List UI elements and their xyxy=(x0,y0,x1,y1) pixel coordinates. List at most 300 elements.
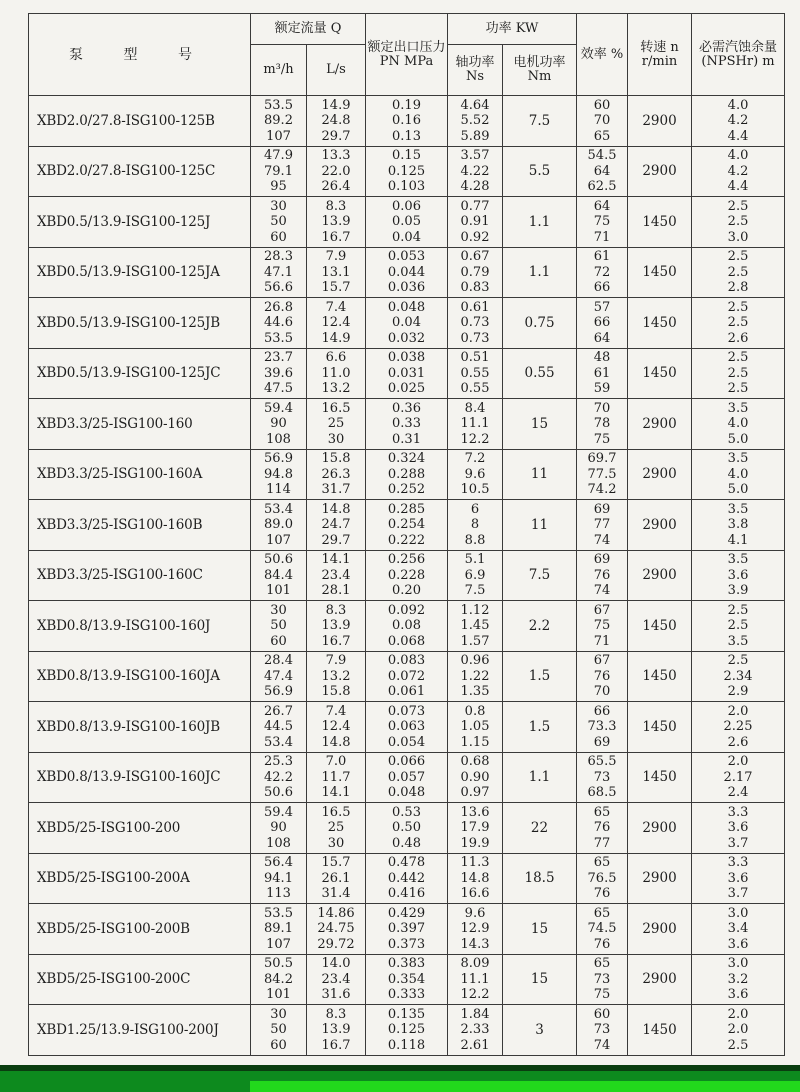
speed-cell: 1450 xyxy=(628,298,692,349)
shaft-power-value: 0.61 xyxy=(460,299,490,315)
efficiency-value: 73 xyxy=(593,769,611,785)
efficiency-value: 68.5 xyxy=(587,785,617,800)
flow-ls-value: 16.7 xyxy=(321,1037,351,1053)
table-row xyxy=(29,803,785,854)
motor-power-cell: 11 xyxy=(503,500,577,551)
bottom-green-band xyxy=(0,1065,800,1092)
efficiency-value: 74.2 xyxy=(587,482,617,497)
efficiency-cell xyxy=(577,702,628,753)
header-power: 功率 KW xyxy=(448,14,577,45)
pressure-cell xyxy=(366,954,448,1005)
model-cell: XBD5/25-ISG100-200C xyxy=(29,954,251,1005)
shaft-power-value: 1.84 xyxy=(460,1006,490,1022)
shaft-power-value: 0.68 xyxy=(460,754,490,769)
flow-m3h-value: 89.0 xyxy=(264,517,293,532)
efficiency-value: 76 xyxy=(593,567,611,583)
flow-ls-value: 11.7 xyxy=(321,769,351,785)
pressure-value: 0.053 xyxy=(387,249,426,264)
shaft-power-value: 0.67 xyxy=(460,249,490,264)
flow-m3h-value: 84.2 xyxy=(264,971,293,987)
speed-cell: 2900 xyxy=(628,500,692,551)
pressure-cell xyxy=(366,651,448,702)
pressure-cell xyxy=(366,247,448,298)
speed-cell: 1450 xyxy=(628,1005,692,1056)
speed-cell: 2900 xyxy=(628,449,692,500)
table-row xyxy=(29,399,785,450)
efficiency-value: 71 xyxy=(593,229,611,245)
flow-ls-value: 14.8 xyxy=(321,734,351,750)
flow-ls-value: 13.3 xyxy=(321,148,351,163)
efficiency-value: 69 xyxy=(593,501,611,517)
pressure-value: 0.416 xyxy=(387,886,426,901)
model-cell: XBD0.8/13.9-ISG100-160J xyxy=(29,601,251,652)
efficiency-cell xyxy=(577,197,628,248)
flow-m3h-value: 50.6 xyxy=(264,552,293,567)
speed-cell: 1450 xyxy=(628,752,692,803)
flow-m3h-cell xyxy=(251,904,307,955)
efficiency-value: 65 xyxy=(593,855,611,870)
table-body xyxy=(29,96,785,1056)
table-row xyxy=(29,500,785,551)
flow-ls-value: 25 xyxy=(327,416,345,431)
npsh-value: 3.9 xyxy=(727,583,749,598)
efficiency-cell xyxy=(577,803,628,854)
shaft-power-cell xyxy=(448,752,503,803)
motor-power-cell: 7.5 xyxy=(503,96,577,147)
efficiency-value: 75 xyxy=(593,987,611,1002)
shaft-power-cell xyxy=(448,298,503,349)
flow-ls-cell xyxy=(307,247,366,298)
model-cell: XBD2.0/27.8-ISG100-125B xyxy=(29,96,251,147)
npsh-cell xyxy=(692,1005,785,1056)
shaft-power-value: 16.6 xyxy=(460,886,490,901)
model-cell: XBD0.5/13.9-ISG100-125J xyxy=(29,197,251,248)
flow-ls-value: 15.8 xyxy=(321,684,351,699)
pressure-value: 0.383 xyxy=(387,956,426,971)
efficiency-cell xyxy=(577,247,628,298)
efficiency-value: 67 xyxy=(593,653,611,668)
flow-ls-cell xyxy=(307,853,366,904)
shaft-power-cell xyxy=(448,904,503,955)
shaft-power-cell xyxy=(448,601,503,652)
efficiency-value: 74.5 xyxy=(587,921,617,936)
efficiency-value: 78 xyxy=(593,416,611,431)
efficiency-value: 76.5 xyxy=(587,870,617,886)
flow-ls-value: 15.8 xyxy=(321,451,351,466)
pressure-value: 0.04 xyxy=(392,315,421,330)
pressure-cell xyxy=(366,853,448,904)
flow-ls-value: 25 xyxy=(327,820,345,835)
flow-m3h-value: 50 xyxy=(270,618,287,633)
flow-ls-value: 7.9 xyxy=(325,653,347,668)
efficiency-value: 60 xyxy=(593,97,611,113)
flow-ls-value: 12.4 xyxy=(321,719,351,734)
npsh-cell xyxy=(692,853,785,904)
pressure-value: 0.066 xyxy=(387,754,426,769)
pressure-value: 0.15 xyxy=(392,148,421,163)
npsh-value: 3.7 xyxy=(727,835,749,851)
pressure-value: 0.48 xyxy=(392,835,421,851)
efficiency-cell xyxy=(577,96,628,147)
table-row xyxy=(29,702,785,753)
pressure-value: 0.373 xyxy=(387,936,426,952)
npsh-cell xyxy=(692,197,785,248)
flow-m3h-value: 28.3 xyxy=(264,249,293,264)
speed-cell: 2900 xyxy=(628,904,692,955)
shaft-power-value: 2.33 xyxy=(460,1022,490,1037)
flow-ls-value: 13.2 xyxy=(321,381,351,396)
pressure-value: 0.19 xyxy=(392,97,421,113)
pressure-value: 0.103 xyxy=(387,179,426,194)
flow-ls-value: 16.7 xyxy=(321,633,351,649)
npsh-value: 3.6 xyxy=(727,870,749,886)
flow-ls-value: 13.9 xyxy=(321,1022,351,1037)
model-cell: XBD0.5/13.9-ISG100-125JB xyxy=(29,298,251,349)
header-speed: 转速 n r/min xyxy=(628,14,692,96)
pressure-value: 0.048 xyxy=(387,785,426,800)
table-row xyxy=(29,247,785,298)
npsh-cell xyxy=(692,449,785,500)
npsh-cell xyxy=(692,247,785,298)
efficiency-value: 69 xyxy=(593,552,611,567)
npsh-value: 3.6 xyxy=(727,987,749,1002)
pressure-value: 0.256 xyxy=(387,552,426,567)
flow-m3h-value: 42.2 xyxy=(264,769,293,785)
table-row xyxy=(29,348,785,399)
pressure-value: 0.054 xyxy=(387,734,426,750)
flow-ls-value: 14.86 xyxy=(317,905,355,921)
pressure-cell xyxy=(366,348,448,399)
pressure-value: 0.036 xyxy=(387,280,426,295)
flow-ls-value: 14.8 xyxy=(321,501,351,517)
pressure-value: 0.073 xyxy=(387,703,426,719)
flow-m3h-value: 26.8 xyxy=(264,299,293,315)
npsh-value: 2.5 xyxy=(727,214,749,229)
efficiency-value: 70 xyxy=(593,400,611,416)
flow-m3h-value: 53.5 xyxy=(264,905,293,921)
flow-m3h-value: 56.4 xyxy=(264,855,293,870)
npsh-value: 2.5 xyxy=(727,249,749,264)
speed-cell: 1450 xyxy=(628,247,692,298)
npsh-value: 3.5 xyxy=(727,400,749,416)
pressure-value: 0.324 xyxy=(387,451,426,466)
flow-m3h-value: 79.1 xyxy=(264,163,293,179)
motor-power-cell: 18.5 xyxy=(503,853,577,904)
efficiency-value: 65 xyxy=(593,128,611,144)
flow-m3h-value: 50 xyxy=(270,214,287,229)
flow-m3h-value: 53.4 xyxy=(264,501,293,517)
pressure-value: 0.092 xyxy=(387,602,426,618)
flow-m3h-value: 89.2 xyxy=(264,113,293,128)
flow-ls-value: 23.4 xyxy=(321,567,351,583)
flow-m3h-value: 95 xyxy=(270,179,287,194)
efficiency-cell xyxy=(577,1005,628,1056)
pump-spec-table xyxy=(28,13,785,1056)
efficiency-value: 74 xyxy=(593,532,611,548)
shaft-power-value: 6 xyxy=(470,501,480,517)
flow-m3h-value: 30 xyxy=(270,198,287,214)
efficiency-value: 67 xyxy=(593,602,611,618)
npsh-value: 2.0 xyxy=(727,1022,749,1037)
flow-ls-value: 16.5 xyxy=(321,400,351,416)
flow-m3h-value: 114 xyxy=(266,482,291,497)
pressure-value: 0.125 xyxy=(387,1022,426,1037)
pressure-value: 0.228 xyxy=(387,567,426,583)
pressure-value: 0.20 xyxy=(392,583,421,598)
flow-m3h-value: 47.1 xyxy=(264,264,293,280)
pressure-value: 0.478 xyxy=(387,855,426,870)
npsh-value: 4.2 xyxy=(727,163,749,179)
flow-m3h-value: 89.1 xyxy=(264,921,293,936)
flow-m3h-value: 28.4 xyxy=(264,653,293,668)
pressure-value: 0.025 xyxy=(387,381,426,396)
table-row xyxy=(29,601,785,652)
flow-ls-cell xyxy=(307,752,366,803)
flow-ls-value: 8.3 xyxy=(325,1006,347,1022)
model-cell: XBD1.25/13.9-ISG100-200J xyxy=(29,1005,251,1056)
npsh-value: 3.6 xyxy=(727,820,749,835)
npsh-value: 2.8 xyxy=(727,280,749,295)
npsh-value: 4.4 xyxy=(727,179,749,194)
shaft-power-value: 8.4 xyxy=(464,400,486,416)
shaft-power-cell xyxy=(448,500,503,551)
npsh-cell xyxy=(692,702,785,753)
pressure-value: 0.354 xyxy=(387,971,426,987)
flow-m3h-value: 56.9 xyxy=(264,684,293,699)
efficiency-value: 61 xyxy=(593,249,611,264)
motor-power-cell: 1.1 xyxy=(503,752,577,803)
flow-m3h-value: 44.6 xyxy=(264,315,293,330)
shaft-power-cell xyxy=(448,1005,503,1056)
flow-ls-cell xyxy=(307,348,366,399)
flow-ls-value: 15.7 xyxy=(321,280,351,295)
shaft-power-value: 1.05 xyxy=(460,719,490,734)
pressure-cell xyxy=(366,399,448,450)
flow-ls-value: 24.7 xyxy=(321,517,351,532)
efficiency-value: 74 xyxy=(593,583,611,598)
header-model: 泵 型 号 xyxy=(29,14,251,96)
flow-m3h-cell xyxy=(251,146,307,197)
motor-power-cell: 2.2 xyxy=(503,601,577,652)
shaft-power-cell xyxy=(448,348,503,399)
flow-m3h-value: 50.6 xyxy=(264,785,293,800)
efficiency-value: 48 xyxy=(593,350,611,365)
table-row xyxy=(29,197,785,248)
flow-ls-value: 30 xyxy=(327,431,345,447)
npsh-cell xyxy=(692,399,785,450)
npsh-value: 2.5 xyxy=(727,198,749,214)
shaft-power-value: 5.52 xyxy=(460,113,490,128)
model-cell: XBD0.5/13.9-ISG100-125JA xyxy=(29,247,251,298)
npsh-cell xyxy=(692,601,785,652)
flow-m3h-value: 50 xyxy=(270,1022,287,1037)
flow-ls-value: 31.6 xyxy=(321,987,351,1002)
pressure-value: 0.429 xyxy=(387,905,426,921)
shaft-power-value: 9.6 xyxy=(464,466,486,482)
flow-ls-value: 8.3 xyxy=(325,198,347,214)
speed-cell: 1450 xyxy=(628,601,692,652)
pressure-value: 0.50 xyxy=(392,820,421,835)
npsh-value: 3.5 xyxy=(727,501,749,517)
pressure-value: 0.442 xyxy=(387,870,426,886)
shaft-power-value: 9.6 xyxy=(464,905,486,921)
efficiency-value: 73 xyxy=(593,1022,611,1037)
flow-m3h-cell xyxy=(251,298,307,349)
shaft-power-cell xyxy=(448,853,503,904)
efficiency-value: 60 xyxy=(593,1006,611,1022)
pressure-cell xyxy=(366,601,448,652)
shaft-power-value: 6.9 xyxy=(464,567,486,583)
flow-ls-cell xyxy=(307,803,366,854)
pressure-value: 0.288 xyxy=(387,466,426,482)
pressure-value: 0.31 xyxy=(392,431,421,447)
shaft-power-cell xyxy=(448,146,503,197)
npsh-cell xyxy=(692,146,785,197)
shaft-power-value: 1.35 xyxy=(460,684,490,699)
pressure-value: 0.038 xyxy=(387,350,426,365)
flow-ls-value: 7.4 xyxy=(325,299,347,315)
shaft-power-cell xyxy=(448,550,503,601)
flow-ls-value: 7.0 xyxy=(325,754,347,769)
npsh-value: 2.5 xyxy=(727,618,749,633)
pressure-value: 0.044 xyxy=(387,264,426,280)
pressure-value: 0.083 xyxy=(387,653,426,668)
flow-ls-value: 8.3 xyxy=(325,602,347,618)
npsh-cell xyxy=(692,803,785,854)
efficiency-value: 76 xyxy=(593,668,611,684)
shaft-power-value: 11.3 xyxy=(460,855,490,870)
npsh-value: 2.0 xyxy=(727,1006,749,1022)
flow-m3h-value: 47.5 xyxy=(264,381,293,396)
flow-m3h-cell xyxy=(251,954,307,1005)
npsh-value: 3.2 xyxy=(727,971,749,987)
pressure-value: 0.252 xyxy=(387,482,426,497)
shaft-power-value: 7.5 xyxy=(464,583,486,598)
flow-m3h-cell xyxy=(251,449,307,500)
npsh-value: 3.4 xyxy=(727,921,749,936)
speed-cell: 2900 xyxy=(628,96,692,147)
motor-power-cell: 15 xyxy=(503,954,577,1005)
npsh-value: 3.3 xyxy=(727,855,749,870)
efficiency-cell xyxy=(577,449,628,500)
model-cell: XBD3.3/25-ISG100-160A xyxy=(29,449,251,500)
motor-power-cell: 11 xyxy=(503,449,577,500)
npsh-cell xyxy=(692,904,785,955)
flow-ls-cell xyxy=(307,500,366,551)
flow-ls-cell xyxy=(307,904,366,955)
pressure-value: 0.33 xyxy=(392,416,421,431)
npsh-value: 2.34 xyxy=(723,668,753,684)
efficiency-value: 70 xyxy=(593,113,611,128)
npsh-value: 4.0 xyxy=(727,97,749,113)
efficiency-value: 61 xyxy=(593,365,611,381)
model-cell: XBD3.3/25-ISG100-160 xyxy=(29,399,251,450)
flow-m3h-value: 90 xyxy=(270,416,287,431)
pressure-value: 0.397 xyxy=(387,921,426,936)
motor-power-cell: 1.1 xyxy=(503,247,577,298)
npsh-value: 2.4 xyxy=(727,785,749,800)
npsh-value: 2.5 xyxy=(727,264,749,280)
flow-m3h-value: 44.5 xyxy=(264,719,293,734)
flow-m3h-value: 84.4 xyxy=(264,567,293,583)
flow-ls-cell xyxy=(307,197,366,248)
efficiency-value: 64 xyxy=(593,163,611,179)
pressure-value: 0.254 xyxy=(387,517,426,532)
efficiency-value: 72 xyxy=(593,264,611,280)
flow-m3h-cell xyxy=(251,96,307,147)
flow-m3h-value: 60 xyxy=(270,1037,287,1053)
model-cell: XBD5/25-ISG100-200B xyxy=(29,904,251,955)
npsh-value: 5.0 xyxy=(727,482,749,497)
flow-m3h-value: 30 xyxy=(270,1006,287,1022)
model-cell: XBD2.0/27.8-ISG100-125C xyxy=(29,146,251,197)
flow-ls-value: 7.4 xyxy=(325,703,347,719)
header-motor-power: 电机功率 Nm xyxy=(503,45,577,96)
flow-m3h-value: 113 xyxy=(266,886,291,901)
npsh-value: 2.9 xyxy=(727,684,749,699)
table-row xyxy=(29,853,785,904)
shaft-power-value: 0.83 xyxy=(460,280,490,295)
flow-ls-value: 24.8 xyxy=(321,113,351,128)
shaft-power-value: 1.12 xyxy=(460,602,490,618)
npsh-cell xyxy=(692,298,785,349)
motor-power-cell: 5.5 xyxy=(503,146,577,197)
efficiency-value: 75 xyxy=(593,214,611,229)
flow-m3h-cell xyxy=(251,550,307,601)
efficiency-value: 69.7 xyxy=(587,451,617,466)
flow-ls-value: 29.7 xyxy=(321,128,351,144)
efficiency-cell xyxy=(577,904,628,955)
pressure-cell xyxy=(366,803,448,854)
flow-ls-value: 16.5 xyxy=(321,804,351,820)
efficiency-value: 65 xyxy=(593,956,611,971)
pressure-value: 0.068 xyxy=(387,633,426,649)
flow-ls-cell xyxy=(307,96,366,147)
pressure-value: 0.53 xyxy=(392,804,421,820)
shaft-power-cell xyxy=(448,651,503,702)
flow-m3h-value: 47.4 xyxy=(264,668,293,684)
pressure-value: 0.063 xyxy=(387,719,426,734)
efficiency-value: 77 xyxy=(593,835,611,851)
npsh-value: 3.5 xyxy=(727,633,749,649)
shaft-power-value: 0.77 xyxy=(460,198,490,214)
model-cell: XBD3.3/25-ISG100-160B xyxy=(29,500,251,551)
flow-ls-cell xyxy=(307,449,366,500)
motor-power-cell: 1.1 xyxy=(503,197,577,248)
shaft-power-value: 1.57 xyxy=(460,633,490,649)
shaft-power-value: 0.73 xyxy=(460,330,490,346)
efficiency-value: 66 xyxy=(593,280,611,295)
flow-m3h-value: 94.8 xyxy=(264,466,293,482)
npsh-value: 2.5 xyxy=(727,350,749,365)
npsh-value: 2.5 xyxy=(727,365,749,381)
pressure-value: 0.031 xyxy=(387,365,426,381)
shaft-power-value: 0.55 xyxy=(460,381,490,396)
npsh-value: 2.25 xyxy=(723,719,753,734)
npsh-value: 2.5 xyxy=(727,653,749,668)
npsh-value: 2.5 xyxy=(727,381,749,396)
npsh-value: 3.0 xyxy=(727,956,749,971)
flow-ls-value: 14.9 xyxy=(321,330,351,346)
efficiency-value: 75 xyxy=(593,431,611,447)
shaft-power-value: 5.1 xyxy=(464,552,486,567)
flow-ls-value: 29.7 xyxy=(321,532,351,548)
speed-cell: 2900 xyxy=(628,803,692,854)
flow-m3h-cell xyxy=(251,853,307,904)
flow-m3h-value: 90 xyxy=(270,820,287,835)
efficiency-cell xyxy=(577,651,628,702)
flow-m3h-value: 101 xyxy=(266,583,291,598)
